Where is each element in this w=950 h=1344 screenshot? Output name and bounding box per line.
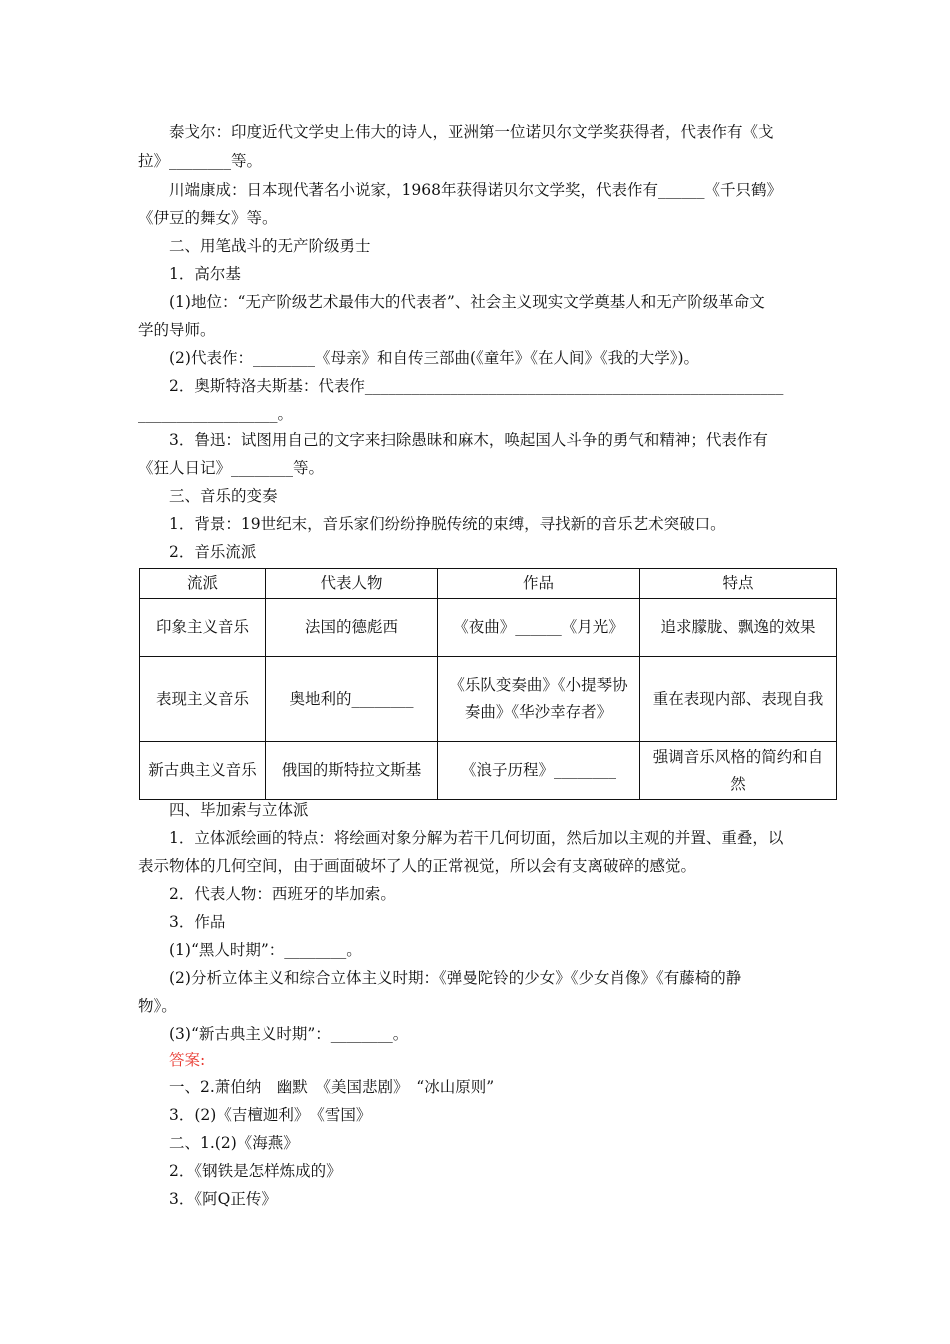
- text-line: 泰戈尔：印度近代文学史上伟大的诗人，亚洲第一位诺贝尔文学奖获得者，代表作有《戈: [169, 123, 774, 141]
- table-cell: 奥地利的________: [266, 657, 438, 742]
- text-line: 3．鲁迅：试图用自己的文字来扫除愚昧和麻木，唤起国人斗争的勇气和精神；代表作有: [169, 431, 768, 449]
- answer-line: 3．《阿Q正传》: [169, 1190, 277, 1208]
- section-heading: 二、用笔战斗的无产阶级勇士: [169, 237, 371, 255]
- table-cell: 表现主义音乐: [140, 657, 266, 742]
- section-heading: 四、毕加索与立体派: [169, 801, 309, 819]
- text-line: 学的导师。: [138, 321, 216, 339]
- table-header-cell: 代表人物: [266, 569, 438, 599]
- table-cell: 《乐队变奏曲》《小提琴协奏曲》《华沙幸存者》: [438, 657, 640, 742]
- table-cell: 新古典主义音乐: [140, 742, 266, 800]
- table-header-cell: 特点: [640, 569, 837, 599]
- table-header-cell: 流派: [140, 569, 266, 599]
- text-line: (2)代表作：________《母亲》和自传三部曲(《童年》《在人间》《我的大学》)。: [169, 349, 700, 367]
- text-line: 2．奥斯特洛夫斯基：代表作______________________________________________________: [169, 377, 784, 395]
- answer-line: 2．《钢铁是怎样炼成的》: [169, 1162, 342, 1180]
- table-row: [140, 742, 837, 800]
- text-line: 2．音乐流派: [169, 543, 257, 561]
- table-cell: 《夜曲》______《月光》: [438, 599, 640, 657]
- table-cell: 印象主义音乐: [140, 599, 266, 657]
- text-line: (2)分析立体主义和综合立体主义时期：《弹曼陀铃的少女》《少女肖像》《有藤椅的静: [169, 969, 742, 987]
- table-cell: 法国的德彪西: [266, 599, 438, 657]
- text-line: (1)地位：“无产阶级艺术最伟大的代表者”、社会主义现实文学奠基人和无产阶级革命文: [169, 293, 765, 311]
- text-line: 《伊豆的舞女》等。: [138, 209, 278, 227]
- answer-line: 一、2.萧伯纳 幽默 《美国悲剧》 “冰山原则”: [169, 1078, 495, 1096]
- music-schools-table: [139, 568, 837, 800]
- table-header-cell: 作品: [438, 569, 640, 599]
- table-cell: 俄国的斯特拉文斯基: [266, 742, 438, 800]
- text-line: 拉》________等。: [138, 152, 263, 170]
- text-line: 1．高尔基: [169, 265, 241, 283]
- text-line: (3)“新古典主义时期”：________。: [169, 1025, 409, 1043]
- table-cell: 强调音乐风格的简约和自然: [640, 742, 837, 800]
- section-heading: 三、音乐的变奏: [169, 487, 278, 505]
- table-row: [140, 657, 837, 742]
- text-line: 物》。: [138, 997, 177, 1015]
- text-line: 2．代表人物：西班牙的毕加索。: [169, 885, 396, 903]
- text-line: __________________。: [138, 405, 294, 423]
- table-cell: 追求朦胧、飘逸的效果: [640, 599, 837, 657]
- answer-label: 答案:: [169, 1051, 206, 1069]
- table-header-row: [140, 569, 837, 599]
- table-cell: 《浪子历程》________: [438, 742, 640, 800]
- text-line: 1．立体派绘画的特点：将绘画对象分解为若干几何切面，然后加以主观的并置、重叠，以: [169, 829, 784, 847]
- text-line: 川端康成：日本现代著名小说家，1968年获得诺贝尔文学奖，代表作有______《千只鹤》: [169, 181, 782, 199]
- text-line: 《狂人日记》________等。: [138, 459, 325, 477]
- table-cell: 重在表现内部、表现自我: [640, 657, 837, 742]
- text-line: 3．作品: [169, 913, 226, 931]
- text-line: 1．背景：19世纪末，音乐家们纷纷挣脱传统的束缚，寻找新的音乐艺术突破口。: [169, 515, 726, 533]
- answer-line: 二、1.(2)《海燕》: [169, 1134, 299, 1152]
- text-line: (1)“黑人时期”：________。: [169, 941, 362, 959]
- answer-line: 3．(2)《吉檀迦利》 《雪国》: [169, 1106, 372, 1124]
- table-row: [140, 599, 837, 657]
- text-line: 表示物体的几何空间，由于画面破坏了人的正常视觉，所以会有支离破碎的感觉。: [138, 857, 697, 875]
